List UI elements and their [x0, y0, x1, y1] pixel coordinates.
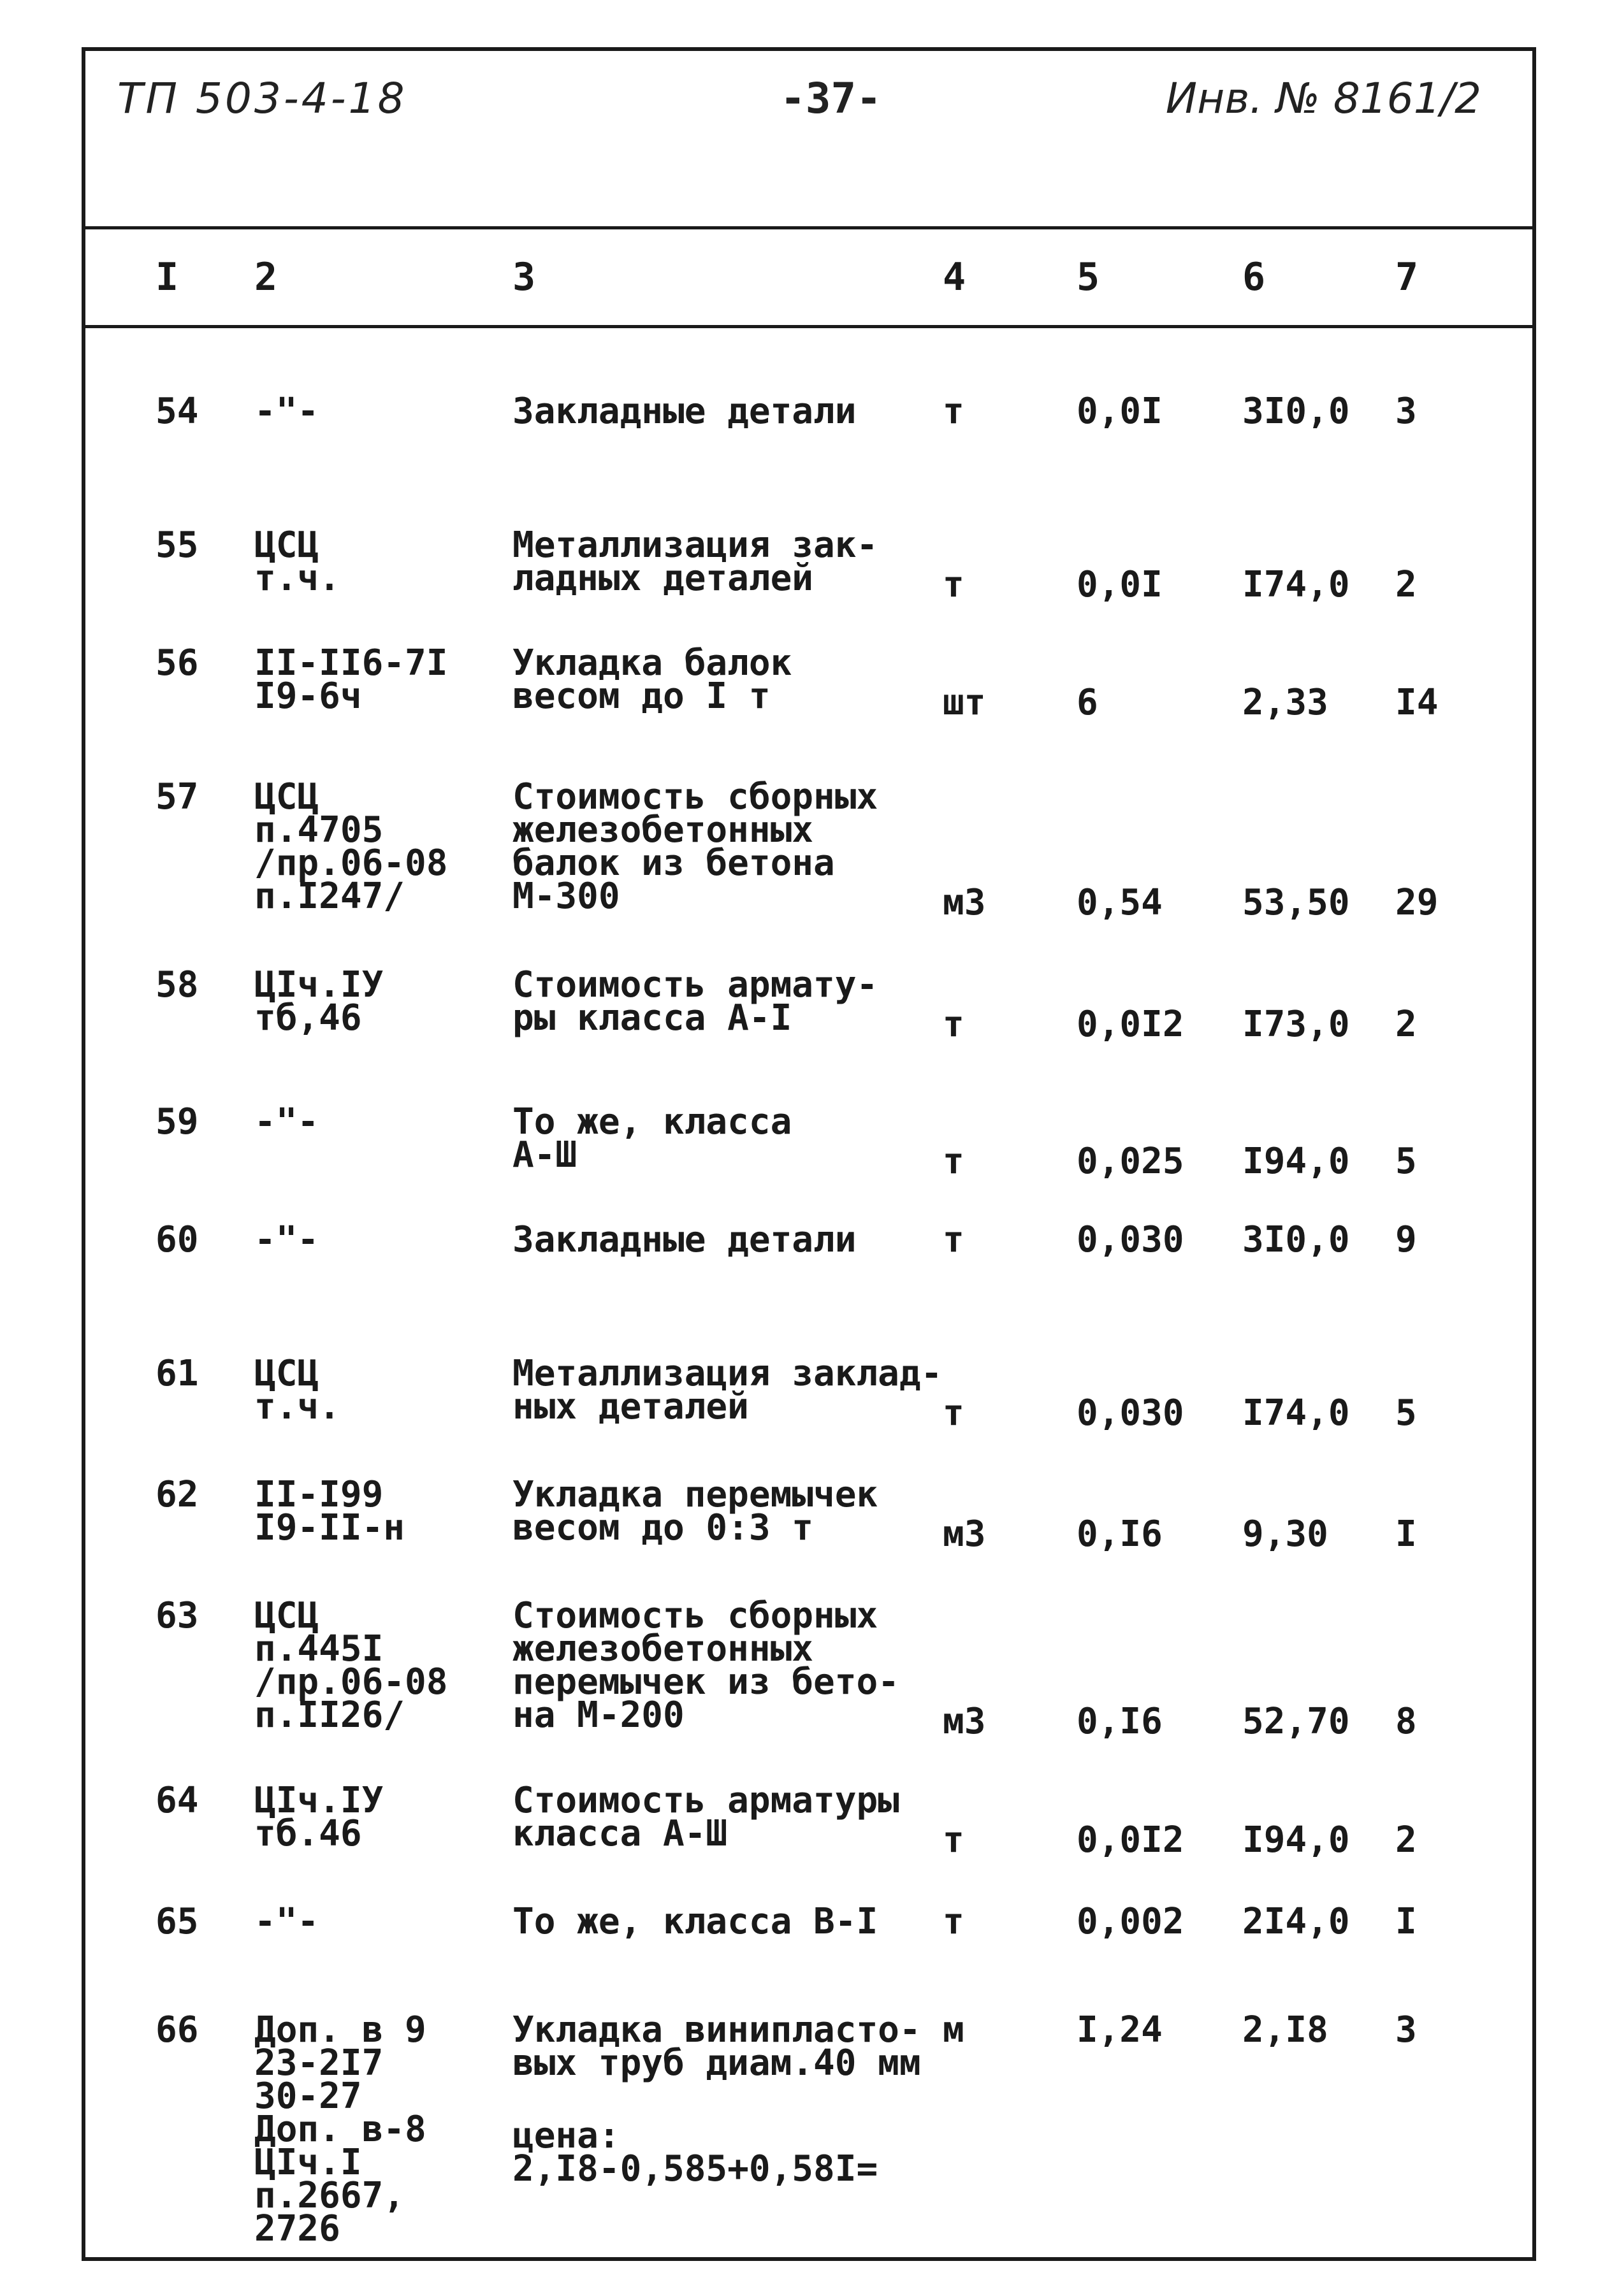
- cost-cell: 2: [1395, 1004, 1417, 1045]
- row-number: 56: [156, 642, 199, 684]
- row-number: 57: [156, 776, 199, 818]
- cost-cell: I: [1395, 1901, 1417, 1942]
- quantity-cell: 0,0I2: [1077, 1819, 1184, 1861]
- reference-line: т.ч.: [254, 1386, 340, 1427]
- cost-cell: I4: [1395, 682, 1439, 723]
- unit-price-cell: I74,0: [1242, 1392, 1350, 1434]
- unit-cell: т: [943, 1392, 964, 1434]
- description-line: М-300: [512, 876, 620, 917]
- description-line: Закладные детали: [512, 391, 857, 432]
- quantity-cell: 0,54: [1077, 882, 1163, 923]
- inventory-number: Инв. № 8161/2: [1165, 74, 1481, 123]
- quantity-cell: 0,030: [1077, 1392, 1184, 1434]
- description-line: Стоимость армату-: [512, 964, 878, 1006]
- row-number: 55: [156, 524, 199, 566]
- description-line: перемычек из бето-: [512, 1661, 899, 1703]
- cost-cell: 9: [1395, 1219, 1417, 1260]
- unit-price-cell: 2,I8: [1242, 2009, 1328, 2051]
- document-frame: [82, 47, 1536, 2261]
- description-line: Металлизация зак-: [512, 524, 878, 566]
- cost-cell: 3: [1395, 391, 1417, 432]
- row-number: 66: [156, 2009, 199, 2051]
- description-line: класса А-Ш: [512, 1813, 728, 1854]
- unit-price-cell: 3I0,0: [1242, 1219, 1350, 1260]
- quantity-cell: 6: [1077, 682, 1098, 723]
- cost-cell: 2: [1395, 564, 1417, 605]
- description-line: весом до 0:3 т: [512, 1507, 814, 1549]
- unit-cell: м3: [943, 1701, 986, 1742]
- description-line: Закладные детали: [512, 1219, 857, 1260]
- unit-cell: т: [943, 1004, 964, 1045]
- description-line: То же, класса: [512, 1101, 792, 1143]
- description-line: 2,I8-0,585+0,58I=: [512, 2148, 878, 2190]
- quantity-cell: I,24: [1077, 2009, 1163, 2051]
- reference-line: -"-: [254, 391, 319, 432]
- unit-cell: т: [943, 1219, 964, 1260]
- quantity-cell: 0,0I: [1077, 391, 1163, 432]
- unit-price-cell: I94,0: [1242, 1141, 1350, 1182]
- reference-line: п.I247/: [254, 876, 405, 917]
- reference-line: Доп. в 9: [254, 2009, 426, 2051]
- quantity-cell: 0,025: [1077, 1141, 1184, 1182]
- title-stamp: [85, 51, 1532, 229]
- reference-line: /пр.06-08: [254, 842, 448, 884]
- description-line: балок из бетона: [512, 842, 835, 884]
- unit-price-cell: 2,33: [1242, 682, 1328, 723]
- unit-price-cell: 2I4,0: [1242, 1901, 1350, 1942]
- description-line: на М-200: [512, 1694, 685, 1736]
- description-line: ры класса А-I: [512, 997, 792, 1039]
- row-number: 61: [156, 1353, 199, 1394]
- unit-price-cell: 3I0,0: [1242, 391, 1350, 432]
- cost-cell: 2: [1395, 1819, 1417, 1861]
- column-header-1: I: [156, 255, 179, 300]
- unit-price-cell: 9,30: [1242, 1513, 1328, 1555]
- reference-line: 2726: [254, 2208, 340, 2249]
- reference-line: -"-: [254, 1901, 319, 1942]
- cost-cell: 3: [1395, 2009, 1417, 2051]
- description-line: Укладка перемычек: [512, 1474, 878, 1515]
- stamp-divider: [85, 226, 1532, 229]
- reference-line: 23-2I7: [254, 2042, 384, 2084]
- quantity-cell: 0,I6: [1077, 1701, 1163, 1742]
- unit-price-cell: I73,0: [1242, 1004, 1350, 1045]
- row-number: 54: [156, 391, 199, 432]
- unit-cell: т: [943, 1141, 964, 1182]
- cost-cell: 5: [1395, 1392, 1417, 1434]
- reference-line: I9-II-н: [254, 1507, 405, 1549]
- description-line: цена:: [512, 2115, 620, 2156]
- reference-line: I9-6ч: [254, 675, 362, 717]
- description-line: железобетонных: [512, 1628, 814, 1670]
- reference-line: ЦIч.IУ: [254, 964, 384, 1006]
- reference-line: 30-27: [254, 2076, 362, 2117]
- quantity-cell: 0,030: [1077, 1219, 1184, 1260]
- unit-cell: т: [943, 1901, 964, 1942]
- unit-cell: т: [943, 391, 964, 432]
- unit-cell: т: [943, 1819, 964, 1861]
- description-line: Стоимость сборных: [512, 1595, 878, 1636]
- description-line: Стоимость сборных: [512, 776, 878, 818]
- cost-cell: 29: [1395, 882, 1439, 923]
- reference-line: Доп. в-8: [254, 2109, 426, 2150]
- row-number: 64: [156, 1780, 199, 1821]
- column-header-5: 5: [1077, 255, 1100, 300]
- quantity-cell: 0,0I2: [1077, 1004, 1184, 1045]
- quantity-cell: 0,0I: [1077, 564, 1163, 605]
- description-line: весом до I т: [512, 675, 771, 717]
- reference-line: ЦСЦ: [254, 524, 319, 566]
- description-line: вых труб диам.40 мм: [512, 2042, 921, 2084]
- unit-price-cell: 52,70: [1242, 1701, 1350, 1742]
- row-number: 58: [156, 964, 199, 1006]
- reference-line: -"-: [254, 1101, 319, 1143]
- row-number: 59: [156, 1101, 199, 1143]
- quantity-cell: 0,002: [1077, 1901, 1184, 1942]
- row-number: 65: [156, 1901, 199, 1942]
- reference-line: п.2667,: [254, 2175, 405, 2216]
- unit-price-cell: 53,50: [1242, 882, 1350, 923]
- description-line: железобетонных: [512, 809, 814, 851]
- reference-line: ЦСЦ: [254, 1353, 319, 1394]
- unit-price-cell: I94,0: [1242, 1819, 1350, 1861]
- reference-line: п.4705: [254, 809, 384, 851]
- unit-cell: т: [943, 564, 964, 605]
- description-line: ладных деталей: [512, 558, 814, 599]
- cost-cell: 5: [1395, 1141, 1417, 1182]
- column-header-2: 2: [254, 255, 278, 300]
- page-number: -37-: [780, 74, 882, 123]
- reference-line: п.445I: [254, 1628, 384, 1670]
- description-line: Стоимость арматуры: [512, 1780, 899, 1821]
- row-number: 63: [156, 1595, 199, 1636]
- reference-line: ЦIч.IУ: [254, 1780, 384, 1821]
- reference-line: /пр.06-08: [254, 1661, 448, 1703]
- description-line: А-Ш: [512, 1134, 577, 1176]
- reference-line: II-II6-7I: [254, 642, 448, 684]
- unit-cell: м: [943, 2009, 964, 2051]
- unit-cell: м3: [943, 1513, 986, 1555]
- reference-line: ЦСЦ: [254, 776, 319, 818]
- reference-line: п.II26/: [254, 1694, 405, 1736]
- cost-cell: 8: [1395, 1701, 1417, 1742]
- description-line: Укладка винипласто-: [512, 2009, 921, 2051]
- reference-line: II-I99: [254, 1474, 384, 1515]
- document-code: ТП 503-4-18: [117, 74, 407, 123]
- description-line: То же, класса В-I: [512, 1901, 878, 1942]
- reference-line: тб,46: [254, 997, 362, 1039]
- row-number: 60: [156, 1219, 199, 1260]
- column-header-3: 3: [512, 255, 536, 300]
- row-number: 62: [156, 1474, 199, 1515]
- column-header-row: [85, 242, 1532, 312]
- header-divider: [85, 325, 1532, 328]
- reference-line: -"-: [254, 1219, 319, 1260]
- column-header-6: 6: [1242, 255, 1266, 300]
- description-line: Металлизация заклад-: [512, 1353, 943, 1394]
- column-header-7: 7: [1395, 255, 1419, 300]
- reference-line: т.ч.: [254, 558, 340, 599]
- description-line: ных деталей: [512, 1386, 749, 1427]
- reference-line: тб.46: [254, 1813, 362, 1854]
- unit-cell: шт: [943, 682, 986, 723]
- cost-cell: I: [1395, 1513, 1417, 1555]
- reference-line: ЦСЦ: [254, 1595, 319, 1636]
- reference-line: ЦIч.I: [254, 2142, 362, 2183]
- unit-cell: м3: [943, 882, 986, 923]
- quantity-cell: 0,I6: [1077, 1513, 1163, 1555]
- column-header-4: 4: [943, 255, 966, 300]
- description-line: Укладка балок: [512, 642, 792, 684]
- unit-price-cell: I74,0: [1242, 564, 1350, 605]
